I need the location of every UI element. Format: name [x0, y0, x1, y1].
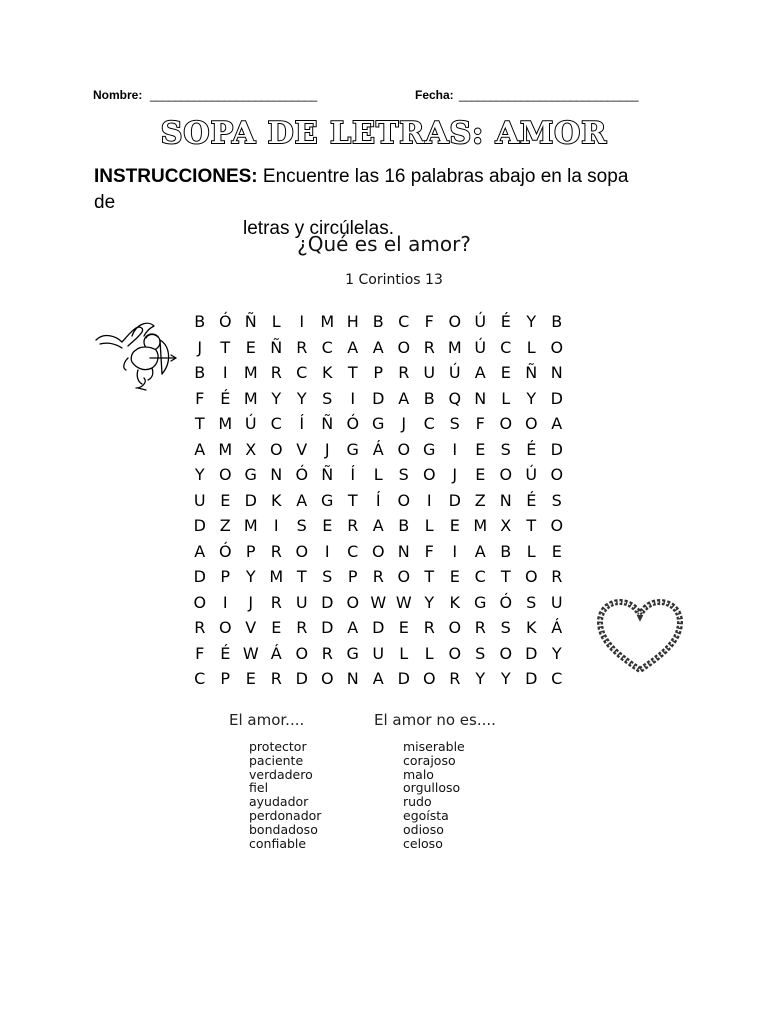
name-blank[interactable]: ___________________________: [150, 88, 317, 102]
grid-letter[interactable]: O: [422, 465, 436, 484]
grid-letter[interactable]: B: [194, 312, 206, 331]
grid-letter[interactable]: L: [424, 643, 434, 663]
grid-letter[interactable]: T: [347, 363, 358, 382]
word-list-item: orgulloso: [403, 780, 461, 796]
grid-row: [187, 539, 570, 565]
grid-letter[interactable]: Y: [526, 312, 537, 331]
grid-letter[interactable]: B: [551, 312, 563, 331]
grid-letter[interactable]: E: [220, 490, 231, 510]
grid-letter[interactable]: R: [372, 567, 384, 586]
grid-letter[interactable]: É: [220, 388, 231, 408]
grid-letter[interactable]: B: [423, 388, 435, 408]
grid-letter[interactable]: Y: [500, 669, 511, 688]
grid-letter[interactable]: I: [452, 541, 458, 561]
grid-letter[interactable]: D: [525, 643, 538, 663]
grid-row: [187, 488, 570, 514]
grid-letter[interactable]: Y: [475, 669, 486, 688]
grid-letter[interactable]: O: [422, 669, 436, 688]
grid-letter[interactable]: O: [397, 567, 411, 586]
grid-letter[interactable]: C: [551, 669, 563, 688]
grid-letter[interactable]: I: [222, 363, 228, 382]
grid-letter[interactable]: D: [321, 592, 334, 612]
grid-row: [187, 462, 570, 488]
word-list-item: confiable: [249, 835, 307, 851]
grid-row: [187, 564, 570, 590]
grid-letter[interactable]: Á: [372, 439, 384, 459]
grid-letter[interactable]: M: [243, 516, 258, 535]
grid-row: [187, 411, 570, 437]
grid-letter[interactable]: L: [526, 541, 536, 561]
grid-letter[interactable]: R: [270, 363, 282, 382]
grid-letter[interactable]: E: [449, 516, 460, 535]
grid-letter[interactable]: X: [500, 516, 512, 535]
grid-letter[interactable]: N: [397, 541, 410, 561]
grid-letter[interactable]: Z: [474, 490, 486, 510]
grid-letter[interactable]: O: [295, 643, 309, 663]
grid-letter[interactable]: I: [299, 312, 305, 331]
instructions-line-1: Encuentre las 16 palabras abajo en la sopa de: [94, 166, 629, 213]
grid-letter[interactable]: R: [423, 337, 435, 357]
grid-letter[interactable]: E: [271, 618, 282, 637]
grid-row: [187, 335, 570, 361]
grid-letter[interactable]: D: [525, 669, 538, 688]
word-list-item: miserable: [403, 739, 465, 754]
grid-letter[interactable]: T: [296, 567, 307, 586]
grid-letter[interactable]: K: [449, 592, 460, 612]
grid-letter[interactable]: Ñ: [270, 337, 283, 357]
grid-letter[interactable]: L: [424, 516, 434, 535]
grid-letter[interactable]: D: [321, 618, 334, 637]
grid-letter[interactable]: O: [550, 337, 564, 357]
word-list-item: protector: [249, 739, 307, 754]
grid-letter[interactable]: K: [322, 363, 333, 382]
grid-row: [187, 360, 570, 386]
grid-letter[interactable]: O: [397, 490, 411, 510]
grid-letter[interactable]: M: [243, 388, 258, 408]
grid-letter[interactable]: I: [222, 592, 228, 612]
grid-letter[interactable]: Ñ: [321, 414, 334, 433]
grid-row: [187, 615, 570, 641]
grid-letter[interactable]: Y: [245, 567, 256, 586]
grid-letter[interactable]: E: [500, 363, 511, 382]
grid-row: [187, 386, 570, 412]
instructions-label: INSTRUCCIONES:: [94, 166, 258, 187]
grid-letter[interactable]: Y: [551, 643, 562, 663]
word-list-item: corajoso: [403, 752, 456, 768]
grid-letter[interactable]: D: [193, 516, 206, 535]
grid-letter[interactable]: B: [372, 312, 384, 331]
grid-letter[interactable]: B: [398, 516, 410, 535]
grid-letter[interactable]: C: [194, 669, 206, 688]
grid-letter[interactable]: M: [320, 312, 335, 331]
grid-letter[interactable]: A: [551, 414, 563, 433]
grid-letter[interactable]: É: [220, 643, 231, 663]
grid-letter[interactable]: D: [372, 618, 385, 637]
grid-letter[interactable]: D: [550, 439, 563, 459]
grid-letter[interactable]: B: [194, 363, 206, 382]
grid-letter[interactable]: T: [220, 337, 231, 357]
grid-letter[interactable]: C: [423, 414, 435, 433]
grid-letter[interactable]: Y: [194, 465, 205, 484]
grid-letter[interactable]: O: [448, 618, 462, 637]
grid-letter[interactable]: U: [295, 592, 308, 612]
grid-letter[interactable]: M: [218, 414, 233, 433]
grid-letter[interactable]: Ó: [218, 541, 232, 561]
grid-letter[interactable]: C: [398, 312, 410, 331]
is-not-list-heading: El amor no es....: [374, 711, 496, 729]
grid-letter[interactable]: C: [321, 337, 333, 357]
is-word-list: [249, 740, 321, 850]
grid-letter[interactable]: Ú: [474, 337, 487, 357]
heart-outline-icon: [596, 598, 684, 676]
grid-letter[interactable]: O: [397, 337, 411, 357]
grid-letter[interactable]: Ó: [499, 592, 513, 612]
grid-letter[interactable]: F: [195, 388, 205, 408]
grid-letter[interactable]: R: [270, 592, 282, 612]
grid-letter[interactable]: S: [551, 490, 562, 510]
grid-letter[interactable]: S: [296, 516, 307, 535]
grid-letter[interactable]: D: [550, 388, 563, 408]
grid-letter[interactable]: O: [371, 541, 385, 561]
grid-letter[interactable]: Ú: [525, 465, 538, 484]
grid-row: [187, 666, 570, 692]
grid-letter[interactable]: S: [398, 465, 409, 484]
grid-letter[interactable]: V: [296, 439, 308, 459]
grid-letter[interactable]: O: [397, 439, 411, 459]
grid-letter[interactable]: I: [452, 439, 458, 459]
grid-letter[interactable]: M: [218, 439, 233, 459]
grid-letter[interactable]: R: [474, 618, 486, 637]
grid-letter[interactable]: S: [322, 567, 333, 586]
grid-letter[interactable]: U: [372, 643, 385, 663]
grid-letter[interactable]: É: [526, 439, 537, 459]
grid-letter[interactable]: U: [423, 363, 436, 382]
grid-letter[interactable]: C: [270, 414, 282, 433]
grid-letter[interactable]: A: [372, 516, 384, 535]
grid-letter[interactable]: A: [398, 388, 410, 408]
word-list-item: ayudador: [249, 794, 309, 810]
grid-row: [187, 513, 570, 539]
grid-letter[interactable]: Í: [375, 490, 381, 510]
question-heading: ¿Qué es el amor?: [297, 232, 471, 256]
grid-letter[interactable]: E: [551, 541, 562, 561]
grid-letter[interactable]: W: [242, 643, 259, 663]
grid-letter[interactable]: C: [347, 541, 359, 561]
grid-letter[interactable]: É: [500, 312, 511, 331]
grid-letter[interactable]: G: [321, 490, 334, 510]
grid-row: [187, 641, 570, 667]
grid-letter[interactable]: O: [524, 567, 538, 586]
grid-letter[interactable]: M: [269, 567, 284, 586]
grid-letter[interactable]: I: [426, 490, 432, 510]
grid-letter[interactable]: G: [423, 439, 436, 459]
grid-letter[interactable]: Ó: [218, 312, 232, 331]
grid-letter[interactable]: S: [500, 439, 511, 459]
grid-letter[interactable]: M: [447, 337, 462, 357]
grid-letter[interactable]: Á: [551, 618, 563, 637]
grid-letter[interactable]: S: [500, 618, 511, 637]
grid-letter[interactable]: O: [448, 312, 462, 331]
grid-letter[interactable]: O: [269, 439, 283, 459]
grid-letter[interactable]: I: [273, 516, 279, 535]
grid-letter[interactable]: O: [193, 592, 207, 612]
grid-letter[interactable]: I: [350, 388, 356, 408]
word-list-item: egoísta: [403, 807, 449, 823]
is-list-heading: El amor....: [229, 711, 305, 729]
grid-letter[interactable]: R: [398, 363, 410, 382]
grid-letter[interactable]: T: [424, 567, 435, 586]
grid-letter[interactable]: O: [218, 618, 232, 637]
grid-letter[interactable]: R: [194, 618, 206, 637]
word-list-item: celoso: [403, 835, 443, 851]
date-blank[interactable]: _____________________________: [459, 88, 639, 102]
grid-letter[interactable]: D: [193, 567, 206, 586]
grid-letter[interactable]: G: [244, 465, 257, 484]
grid-letter[interactable]: R: [321, 643, 333, 663]
grid-letter[interactable]: A: [194, 439, 206, 459]
grid-letter[interactable]: O: [550, 516, 564, 535]
grid-letter[interactable]: L: [399, 643, 409, 663]
word-list-item: rudo: [403, 794, 432, 810]
page-title: SOPA DE LETRAS: AMOR: [160, 116, 608, 151]
grid-letter[interactable]: A: [372, 669, 384, 688]
grid-letter[interactable]: O: [448, 643, 462, 663]
grid-letter[interactable]: O: [320, 669, 334, 688]
grid-letter[interactable]: A: [372, 337, 384, 357]
grid-letter[interactable]: S: [526, 592, 537, 612]
grid-letter[interactable]: F: [424, 312, 434, 331]
grid-letter[interactable]: Ú: [474, 312, 487, 331]
grid-letter[interactable]: K: [271, 490, 282, 510]
grid-letter[interactable]: J: [197, 337, 203, 357]
grid-letter[interactable]: Y: [424, 592, 435, 612]
grid-letter[interactable]: O: [550, 465, 564, 484]
grid-letter[interactable]: S: [322, 388, 333, 408]
grid-letter[interactable]: L: [501, 388, 511, 408]
grid-letter[interactable]: S: [475, 643, 486, 663]
grid-letter[interactable]: C: [500, 337, 512, 357]
grid-letter[interactable]: Ó: [346, 414, 360, 433]
instructions-line-2: letras y circúlelas.: [243, 218, 394, 239]
cupid-icon: [92, 318, 178, 392]
grid-letter[interactable]: N: [346, 669, 359, 688]
grid-letter[interactable]: N: [550, 363, 563, 382]
word-list-item: paciente: [249, 752, 304, 768]
grid-letter[interactable]: O: [218, 465, 232, 484]
grid-letter[interactable]: D: [448, 490, 461, 510]
grid-letter[interactable]: N: [270, 465, 283, 484]
grid-letter[interactable]: Y: [271, 388, 282, 408]
grid-letter[interactable]: O: [524, 414, 538, 433]
grid-letter[interactable]: Ú: [244, 414, 257, 433]
grid-letter[interactable]: A: [347, 337, 359, 357]
grid-letter[interactable]: R: [270, 669, 282, 688]
grid-row: [187, 309, 570, 335]
grid-letter[interactable]: D: [372, 388, 385, 408]
word-list-item: odioso: [403, 821, 444, 837]
word-list-item: fiel: [249, 780, 269, 796]
grid-letter[interactable]: L: [373, 465, 383, 484]
grid-letter[interactable]: T: [194, 414, 205, 433]
grid-letter[interactable]: J: [324, 439, 330, 459]
date-label: Fecha:: [415, 88, 454, 102]
grid-letter[interactable]: U: [550, 592, 563, 612]
grid-letter[interactable]: E: [475, 439, 486, 459]
grid-letter[interactable]: A: [194, 541, 206, 561]
grid-letter[interactable]: A: [474, 541, 486, 561]
grid-row: [187, 437, 570, 463]
grid-letter[interactable]: F: [475, 414, 485, 433]
grid-letter[interactable]: R: [296, 618, 308, 637]
grid-letter[interactable]: A: [296, 490, 308, 510]
grid-letter[interactable]: F: [195, 643, 205, 663]
grid-letter[interactable]: T: [500, 567, 511, 586]
grid-letter[interactable]: T: [347, 490, 358, 510]
grid-letter[interactable]: Á: [270, 643, 282, 663]
grid-letter[interactable]: O: [346, 592, 360, 612]
grid-row: [187, 590, 570, 616]
grid-letter[interactable]: I: [324, 541, 330, 561]
grid-letter[interactable]: R: [551, 567, 563, 586]
grid-letter[interactable]: M: [473, 516, 488, 535]
grid-letter[interactable]: Í: [299, 414, 305, 433]
grid-letter[interactable]: U: [193, 490, 206, 510]
grid-letter[interactable]: E: [475, 465, 486, 484]
grid-letter[interactable]: S: [449, 414, 460, 433]
grid-letter[interactable]: K: [526, 618, 537, 637]
grid-letter[interactable]: P: [373, 363, 384, 382]
grid-letter[interactable]: G: [474, 592, 487, 612]
grid-letter[interactable]: O: [499, 414, 513, 433]
grid-letter[interactable]: D: [244, 490, 257, 510]
word-list-item: bondadoso: [249, 821, 318, 837]
grid-letter[interactable]: Ñ: [244, 312, 257, 331]
grid-letter[interactable]: D: [295, 669, 308, 688]
bible-verse: 1 Corintios 13: [345, 272, 443, 288]
is-not-word-list: [403, 740, 465, 850]
grid-letter[interactable]: W: [370, 592, 387, 612]
grid-letter[interactable]: D: [397, 669, 410, 688]
grid-letter[interactable]: A: [347, 618, 359, 637]
grid-letter[interactable]: E: [245, 669, 256, 688]
instructions: [94, 164, 654, 242]
grid-letter[interactable]: E: [245, 337, 256, 357]
grid-letter[interactable]: B: [500, 541, 512, 561]
grid-letter[interactable]: P: [220, 669, 231, 688]
grid-letter[interactable]: N: [499, 490, 512, 510]
grid-letter[interactable]: M: [243, 363, 258, 382]
grid-letter[interactable]: P: [245, 541, 256, 561]
word-list-item: malo: [403, 766, 434, 782]
grid-letter[interactable]: Y: [296, 388, 307, 408]
grid-letter[interactable]: L: [271, 312, 281, 331]
grid-letter[interactable]: E: [398, 618, 409, 637]
grid-letter[interactable]: R: [347, 516, 359, 535]
grid-letter[interactable]: X: [245, 439, 257, 459]
grid-letter[interactable]: E: [322, 516, 333, 535]
grid-letter[interactable]: Z: [219, 516, 231, 535]
grid-letter[interactable]: Ú: [448, 363, 461, 382]
word-list-item: perdonador: [249, 807, 322, 823]
grid-letter[interactable]: Í: [350, 465, 356, 484]
name-label: Nombre:: [93, 88, 143, 102]
grid-letter[interactable]: É: [526, 490, 537, 510]
grid-letter[interactable]: G: [346, 643, 359, 663]
grid-letter[interactable]: H: [346, 312, 359, 331]
grid-letter[interactable]: R: [270, 541, 282, 561]
grid-letter[interactable]: J: [452, 465, 458, 484]
grid-letter[interactable]: W: [395, 592, 412, 612]
grid-letter[interactable]: Ñ: [321, 465, 334, 484]
word-list-item: verdadero: [249, 766, 313, 782]
grid-letter[interactable]: A: [474, 363, 486, 382]
grid-letter[interactable]: O: [499, 465, 513, 484]
grid-letter[interactable]: F: [424, 541, 434, 561]
grid-letter[interactable]: Ó: [295, 465, 309, 484]
grid-letter[interactable]: N: [474, 388, 487, 408]
grid-letter[interactable]: T: [526, 516, 537, 535]
grid-letter[interactable]: R: [296, 337, 308, 357]
grid-letter[interactable]: J: [248, 592, 254, 612]
grid-letter[interactable]: G: [346, 439, 359, 459]
grid-letter[interactable]: C: [474, 567, 486, 586]
grid-letter[interactable]: J: [401, 414, 407, 433]
grid-letter[interactable]: O: [295, 541, 309, 561]
grid-letter[interactable]: Ñ: [525, 363, 538, 382]
grid-letter[interactable]: Y: [526, 388, 537, 408]
grid-letter[interactable]: V: [245, 618, 257, 637]
grid-letter[interactable]: P: [347, 567, 358, 586]
grid-letter[interactable]: Q: [448, 388, 462, 408]
grid-letter[interactable]: L: [526, 337, 536, 357]
word-search-grid[interactable]: [187, 309, 570, 692]
grid-letter[interactable]: R: [423, 618, 435, 637]
grid-letter[interactable]: O: [499, 643, 513, 663]
grid-letter[interactable]: P: [220, 567, 231, 586]
grid-letter[interactable]: G: [372, 414, 385, 433]
grid-letter[interactable]: C: [296, 363, 308, 382]
grid-letter[interactable]: E: [449, 567, 460, 586]
grid-letter[interactable]: R: [449, 669, 461, 688]
